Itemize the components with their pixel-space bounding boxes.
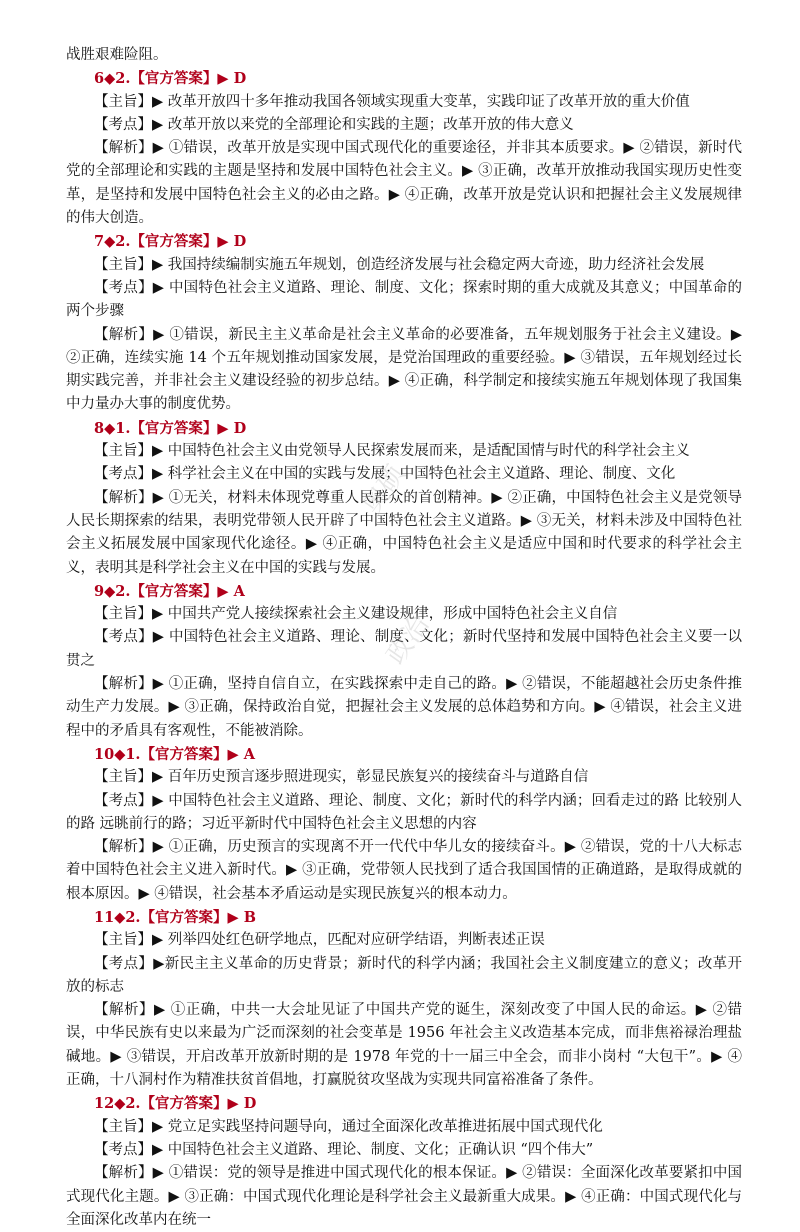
answer-value: A: [243, 745, 255, 763]
sub-number: ◆1.: [114, 745, 141, 763]
arrow-icon: ▶: [217, 233, 229, 251]
answer-label: 【官方答案】: [130, 419, 218, 437]
question-number: 7: [94, 233, 105, 251]
answer-label: 【官方答案】: [140, 908, 228, 926]
answer-value: A: [233, 582, 245, 600]
watermark-text-2: 政治: [380, 610, 436, 670]
sub-number: ◆2.: [114, 908, 141, 926]
watermark-text-1: 奥硕: [356, 460, 412, 520]
question-number: 8: [94, 419, 105, 437]
key-points-line: 【考点】▶ 改革开放以来党的全部理论和实践的主题；改革开放的伟大意义: [94, 116, 574, 133]
sub-number: ◆2.: [104, 582, 131, 600]
answer-header: [66, 906, 742, 929]
key-points-line: 【考点】▶新民主主义革命的历史背景；新时代的科学内涵；我国社会主义制度建立的意义；改革开放的标志: [66, 955, 742, 995]
arrow-icon: ▶: [217, 70, 229, 88]
answer-header: [66, 1092, 742, 1115]
topic-line: 【主旨】▶ 中国特色社会主义由党领导人民探索发展而来，是适配国情与时代的科学社会主义: [94, 443, 690, 460]
topic-line: 【主旨】▶ 党立足实践坚持问题导向，通过全面深化改革推进拓展中国式现代化: [94, 1118, 603, 1135]
answer-list: [66, 67, 742, 1232]
answer-item: [66, 743, 742, 906]
answer-item: [66, 1092, 742, 1232]
answer-header: [66, 67, 742, 90]
topic-line: 【主旨】▶ 我国持续编制实施五年规划，创造经济发展与社会稳定两大奇迹，助力经济社会发展: [94, 256, 705, 273]
answer-header: [66, 743, 742, 766]
arrow-icon: ▶: [217, 582, 229, 600]
arrow-icon: ▶: [227, 1095, 239, 1113]
answer-label: 【官方答案】: [130, 233, 218, 251]
answer-item: [66, 906, 742, 1092]
answer-header: [66, 417, 742, 440]
answer-header: [66, 580, 742, 603]
topic-line: 【主旨】▶ 改革开放四十多年推动我国各领域实现重大变革，实践印证了改革开放的重大价值: [94, 93, 690, 110]
answer-label: 【官方答案】: [130, 582, 218, 600]
answer-value: D: [233, 233, 247, 251]
sub-number: ◆2.: [114, 1095, 141, 1113]
analysis-paragraph: 【解析】▶ ①错误，改革开放是实现中国式现代化的重要途径，并非其本质要求。▶ ②错误，新时代党的全部理论和实践的主题是坚持和发展中国特色社会主义。▶ ③正确，改革开放推动我国实现历史性变革，是坚持和发展中国特色社会主义的必由之路。▶ ④正确，改革开放是党认识和把握社会主义发展规律的伟大创造。: [66, 140, 742, 227]
topic-line: 【主旨】▶ 中国共产党人接续探索社会主义建设规律，形成中国特色社会主义自信: [94, 606, 618, 623]
arrow-icon: ▶: [217, 419, 229, 437]
arrow-icon: ▶: [227, 908, 239, 926]
answer-item: [66, 230, 742, 416]
analysis-paragraph: 【解析】▶ ①正确，坚持自信自立，在实践探索中走自己的路。▶ ②错误，不能超越社会历史条件推动生产力发展。▶ ③正确，保持政治自觉，把握社会主义发展的总体趋势和方向。▶ ④错误，社会主义进程中的矛盾具有客观性，不能被消除。: [66, 676, 742, 739]
key-points-line: 【考点】▶ 中国特色社会主义道路、理论、制度、文化；新时代坚持和发展中国特色社会主义要一以贯之: [66, 629, 742, 669]
key-points-line: 【考点】▶ 中国特色社会主义道路、理论、制度、文化；探索时期的重大成就及其意义；中国革命的两个步骤: [66, 279, 742, 320]
topic-line: 【主旨】▶ 百年历史预言逐步照进现实，彰显民族复兴的接续奋斗与道路自信: [94, 769, 589, 786]
answer-label: 【官方答案】: [140, 1095, 228, 1113]
sub-number: ◆2.: [104, 70, 131, 88]
topic-line: 【主旨】▶ 列举四处红色研学地点，匹配对应研学结语，判断表述正误: [94, 932, 545, 949]
answer-value: D: [233, 419, 247, 437]
analysis-paragraph: 【解析】▶ ①正确，中共一大会址见证了中国共产党的诞生，深刻改变了中国人民的命运。▶ ②错误，中华民族有史以来最为广泛而深刻的社会变革是 1956 年社会主义改造基本完成，而非焦裕禄治理盐碱地。▶ ③错误，开启改革开放新时期的是 1978 年党的十一届三中全会，而非小岗村 “大包干”。▶ ④正确，十八洞村作为精准扶贫首倡地，打赢脱贫攻坚战为实现共同富裕准备了条件。: [66, 1002, 742, 1089]
answer-key-body: [66, 44, 742, 1232]
arrow-icon: ▶: [227, 745, 239, 763]
analysis-paragraph: 【解析】▶ ①正确，历史预言的实现离不开一代代中华儿女的接续奋斗。▶ ②错误，党的十八大标志着中国特色社会主义进入新时代。▶ ③正确，党带领人民找到了适合我国国情的正确道路，是取得成就的根本原因。▶ ④错误，社会基本矛盾运动是实现民族复兴的根本动力。: [66, 839, 742, 902]
question-number: 6: [94, 70, 105, 88]
sub-number: ◆2.: [104, 233, 131, 251]
question-number: 12: [94, 1095, 115, 1113]
answer-item: [66, 580, 742, 743]
answer-header: [66, 230, 742, 253]
analysis-paragraph: 【解析】▶ ①无关，材料未体现党尊重人民群众的首创精神。▶ ②正确，中国特色社会主义是党领导人民长期探索的结果，表明党带领人民开辟了中国特色社会主义道路。▶ ③无关，材料未涉及中国特色社会主义拓展发展中国家现代化途径。▶ ④正确，中国特色社会主义是适应中国和时代要求的科学社会主义，表明其是科学社会主义在中国的实践与发展。: [66, 489, 742, 576]
analysis-paragraph: 【解析】▶ ①错误：党的领导是推进中国式现代化的根本保证。▶ ②错误：全面深化改革要紧扣中国式现代化主题。▶ ③正确：中国式现代化理论是科学社会主义最新重大成果。▶ ④正确：中国式现代化与全面深化改革内在统一: [66, 1165, 742, 1228]
answer-label: 【官方答案】: [140, 745, 228, 763]
key-points-line: 【考点】▶ 科学社会主义在中国的实践与发展；中国特色社会主义道路、理论、制度、文化: [94, 466, 676, 483]
continuation-line: 战胜艰难险阻。: [66, 47, 168, 63]
answer-value: D: [243, 1095, 257, 1113]
answer-item: [66, 67, 742, 230]
answer-item: [66, 417, 742, 580]
key-points-line: 【考点】▶ 中国特色社会主义道路、理论、制度、文化；新时代的科学内涵；回看走过的路 比较别人的路 远眺前行的路；习近平新时代中国特色社会主义思想的内容: [66, 792, 742, 832]
analysis-paragraph: 【解析】▶ ①错误，新民主主义革命是社会主义革命的必要准备，五年规划服务于社会主义建设。▶ ②正确，连续实施 14 个五年规划推动国家发展，是党治国理政的重要经验。▶ ③错误，五年规划经过长期实践完善，并非社会主义建设经验的初步总结。▶ ④正确，科学制定和接续实施五年规划体现了我国集中力量办大事的制度优势。: [66, 326, 742, 413]
answer-value: D: [233, 70, 247, 88]
answer-value: B: [243, 908, 256, 926]
sub-number: ◆1.: [104, 419, 131, 437]
key-points-line: 【考点】▶ 中国特色社会主义道路、理论、制度、文化；正确认识 “四个伟大”: [94, 1141, 594, 1158]
answer-label: 【官方答案】: [130, 70, 218, 88]
question-number: 11: [94, 908, 115, 926]
question-number: 9: [94, 582, 105, 600]
question-number: 10: [94, 745, 115, 763]
